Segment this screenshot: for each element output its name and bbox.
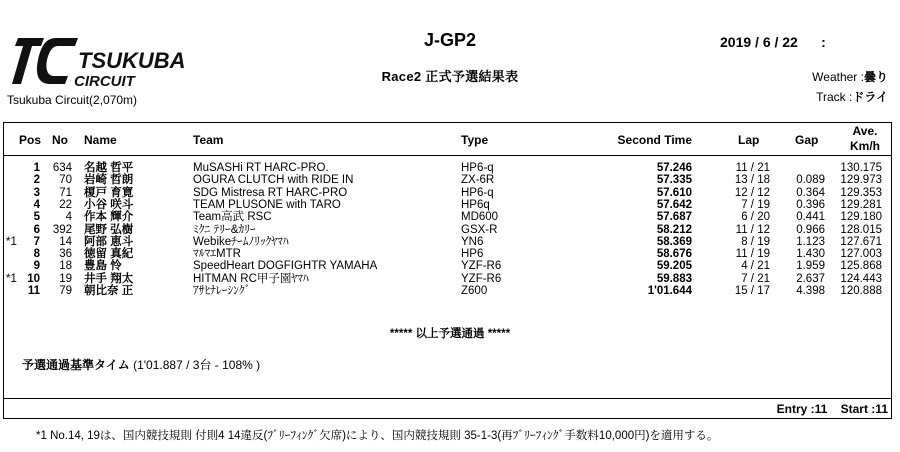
table-bottom-rule (3, 398, 892, 399)
cell-time: 57.246 (656, 162, 692, 174)
cell-type: HP6 (461, 248, 484, 261)
cell-pos: 5 (33, 211, 40, 224)
cell-type: HP6-q (461, 162, 494, 174)
cell-pos: 3 (33, 186, 40, 199)
cell-type: HP6-q (461, 186, 494, 199)
table-header-rule (3, 155, 892, 156)
cell-name: 尾野 弘樹 (84, 223, 134, 236)
cell-gap: 0.441 (796, 211, 825, 224)
cell-no: 71 (59, 186, 72, 199)
cell-name: 名越 哲平 (84, 162, 134, 174)
cell-ave: 128.015 (840, 223, 882, 236)
track-condition (816, 88, 888, 105)
cell-ave: 120.888 (840, 285, 882, 297)
table-row (0, 236, 900, 248)
cell-type: HP6q (461, 198, 490, 211)
cell-name: 榎戸 育寛 (84, 186, 134, 199)
cell-type: Z600 (461, 285, 488, 297)
cell-lap: 11 / 19 (735, 248, 770, 261)
cell-team: TEAM PLUSONE with TARO (193, 198, 341, 211)
qualify-pass-note: ***** 以上予選通過 ***** (389, 328, 511, 340)
table-row (0, 224, 900, 236)
cell-type: YZF-R6 (461, 272, 502, 285)
cell-time: 58.212 (656, 223, 692, 236)
table-row (0, 285, 900, 297)
cell-no: 19 (59, 272, 72, 285)
cell-lap: 12 / 12 (734, 186, 770, 199)
cell-no: 79 (59, 285, 72, 297)
cell-pos: 11 (27, 285, 40, 297)
cell-gap: 1.123 (796, 235, 825, 248)
cell-gap: 2.637 (796, 272, 825, 285)
cell-name: 作本 輝介 (84, 211, 134, 224)
cell-team: ﾐｸﾆ ﾃﾘｰ&ｶﾘｰ (193, 223, 256, 236)
cell-lap: 4 / 21 (741, 260, 770, 273)
cell-name: 小谷 咲斗 (84, 198, 134, 211)
cell-gap: 1.959 (796, 260, 825, 273)
cell-team: Team高武 RSC (193, 211, 272, 224)
col-header-lap: Lap (738, 133, 760, 147)
cell-no: 392 (52, 223, 72, 236)
cell-no: 22 (59, 198, 72, 211)
cell-type: YN6 (461, 235, 484, 248)
cell-no: 634 (52, 162, 72, 174)
cell-pos: 7 (33, 235, 40, 248)
col-header-gap: Gap (795, 133, 819, 147)
cell-gap: 0.089 (796, 174, 825, 187)
cell-time: 1'01.644 (647, 285, 692, 297)
col-header-no: No (52, 133, 68, 147)
logo-wordmark: TSUKUBA (78, 48, 186, 73)
table-row (0, 260, 900, 272)
cell-type: GSX-R (461, 223, 498, 236)
cell-pos: 2 (33, 174, 40, 187)
cell-name: 朝比奈 正 (84, 285, 134, 297)
weather-value: 曇り (863, 70, 888, 84)
cell-lap: 7 / 21 (741, 272, 770, 285)
col-header-name: Name (84, 133, 117, 147)
col-header-ave: Ave. (852, 124, 878, 138)
cell-time: 58.369 (656, 235, 692, 248)
col-header-kmh: Km/h (850, 139, 880, 153)
cell-pos: 9 (33, 260, 40, 273)
summary-bottom-rule (3, 418, 892, 419)
cell-lap: 15 / 17 (734, 285, 770, 297)
cell-no: 4 (65, 211, 72, 224)
cell-name: 徳留 真紀 (84, 248, 134, 261)
table-row (0, 174, 900, 186)
cell-type: ZX-6R (461, 174, 495, 187)
cell-lap: 6 / 20 (741, 211, 770, 224)
cell-ave: 124.443 (840, 272, 882, 285)
cell-pos: 6 (33, 223, 40, 236)
cell-lap: 13 / 18 (734, 174, 770, 187)
table-row (0, 248, 900, 260)
cell-team: HITMAN RC甲子園ﾔﾏﾊ (193, 272, 309, 285)
table-row (0, 162, 900, 174)
cell-lap: 11 / 12 (735, 223, 770, 236)
cell-time: 59.205 (656, 260, 692, 273)
cell-gap: 1.430 (796, 248, 825, 261)
cell-team: ｱｻﾋﾅﾚｰｼﾝｸﾞ (193, 285, 251, 297)
track-value: ドライ (852, 90, 888, 104)
cell-ave: 127.003 (840, 248, 882, 261)
cell-gap: 4.398 (796, 285, 825, 297)
table-row (0, 211, 900, 223)
cell-name: 岩崎 哲朗 (84, 174, 134, 187)
cell-mark: *1 (6, 235, 17, 248)
cell-no: 70 (59, 174, 72, 187)
cell-time: 59.883 (656, 272, 692, 285)
cell-name: 豊島 怜 (84, 260, 122, 273)
cell-no: 36 (59, 248, 72, 261)
class-title: J-GP2 (423, 30, 477, 50)
cell-lap: 7 / 19 (741, 198, 770, 211)
cell-lap: 8 / 19 (741, 235, 770, 248)
cell-gap: 0.396 (796, 198, 825, 211)
cell-ave: 130.175 (840, 162, 882, 174)
table-row (0, 187, 900, 199)
qualify-standard-time (22, 356, 260, 373)
cell-team: ﾏﾙﾏｴMTR (193, 248, 241, 261)
cell-name: 阿部 恵斗 (84, 235, 134, 248)
logo-subwordmark: CIRCUIT (74, 73, 135, 90)
cell-gap: 0.364 (796, 186, 825, 199)
event-date: 2019 / 6 / 22 : (720, 34, 826, 50)
cell-ave: 129.281 (840, 198, 882, 211)
cell-team: MuSASHi RT HARC-PRO. (193, 162, 329, 174)
col-header-team: Team (193, 133, 224, 147)
col-header-type: Type (461, 133, 489, 147)
cell-type: MD600 (461, 211, 499, 224)
col-header-average (845, 124, 885, 154)
cell-mark: *1 (6, 272, 17, 285)
cell-name: 井手 翔太 (84, 272, 134, 285)
cell-gap: 0.966 (796, 223, 825, 236)
weather-label: Weather : (812, 70, 864, 84)
entry-start-count: Entry :11 Start :11 (776, 402, 888, 416)
cell-ave: 129.973 (840, 174, 882, 187)
weather (812, 68, 888, 85)
cell-team: SDG Mistresa RT HARC-PRO (193, 186, 348, 199)
std-time-label: 予選通過基準タイム (22, 358, 130, 372)
cell-team: Webikeﾁｰﾑﾉﾘｯｸﾔﾏﾊ (193, 235, 289, 248)
cell-pos: 10 (27, 272, 40, 285)
col-header-pos: Pos (19, 133, 42, 147)
col-header-second-time: Second Time (617, 133, 692, 147)
cell-no: 14 (59, 235, 72, 248)
table-top-rule (3, 122, 892, 123)
std-time-value: (1'01.887 / 3台 - 108% ) (129, 358, 261, 372)
table-row (0, 199, 900, 211)
cell-pos: 8 (33, 248, 40, 261)
cell-time: 58.676 (656, 248, 692, 261)
circuit-name: Tsukuba Circuit(2,070m) (7, 93, 138, 107)
cell-ave: 129.180 (840, 211, 882, 224)
cell-time: 57.610 (656, 186, 692, 199)
cell-pos: 1 (33, 162, 40, 174)
cell-type: YZF-R6 (461, 260, 502, 273)
cell-ave: 127.671 (840, 235, 882, 248)
cell-no: 18 (59, 260, 72, 273)
table-row (0, 273, 900, 285)
cell-ave: 129.353 (840, 186, 882, 199)
cell-time: 57.687 (656, 211, 692, 224)
track-label: Track : (816, 90, 853, 104)
cell-team: SpeedHeart DOGFIGHTR YAMAHA (193, 260, 378, 273)
cell-team: OGURA CLUTCH with RIDE IN (193, 174, 354, 187)
cell-lap: 11 / 21 (735, 162, 770, 174)
footnote: *1 No.14, 19は、国内競技規則 付則4 14違反(ﾌﾞﾘｰﾌｨﾝｸﾞ欠席)により、国内競技規則 35-1-3(再ﾌﾞﾘｰﾌｨﾝｸﾞ手数料10,000円)を適用する。 (36, 430, 719, 442)
cell-ave: 125.868 (840, 260, 882, 273)
cell-time: 57.642 (656, 198, 692, 211)
cell-pos: 4 (33, 198, 40, 211)
cell-time: 57.335 (656, 174, 692, 187)
race-title: Race2 正式予選結果表 (381, 69, 519, 84)
